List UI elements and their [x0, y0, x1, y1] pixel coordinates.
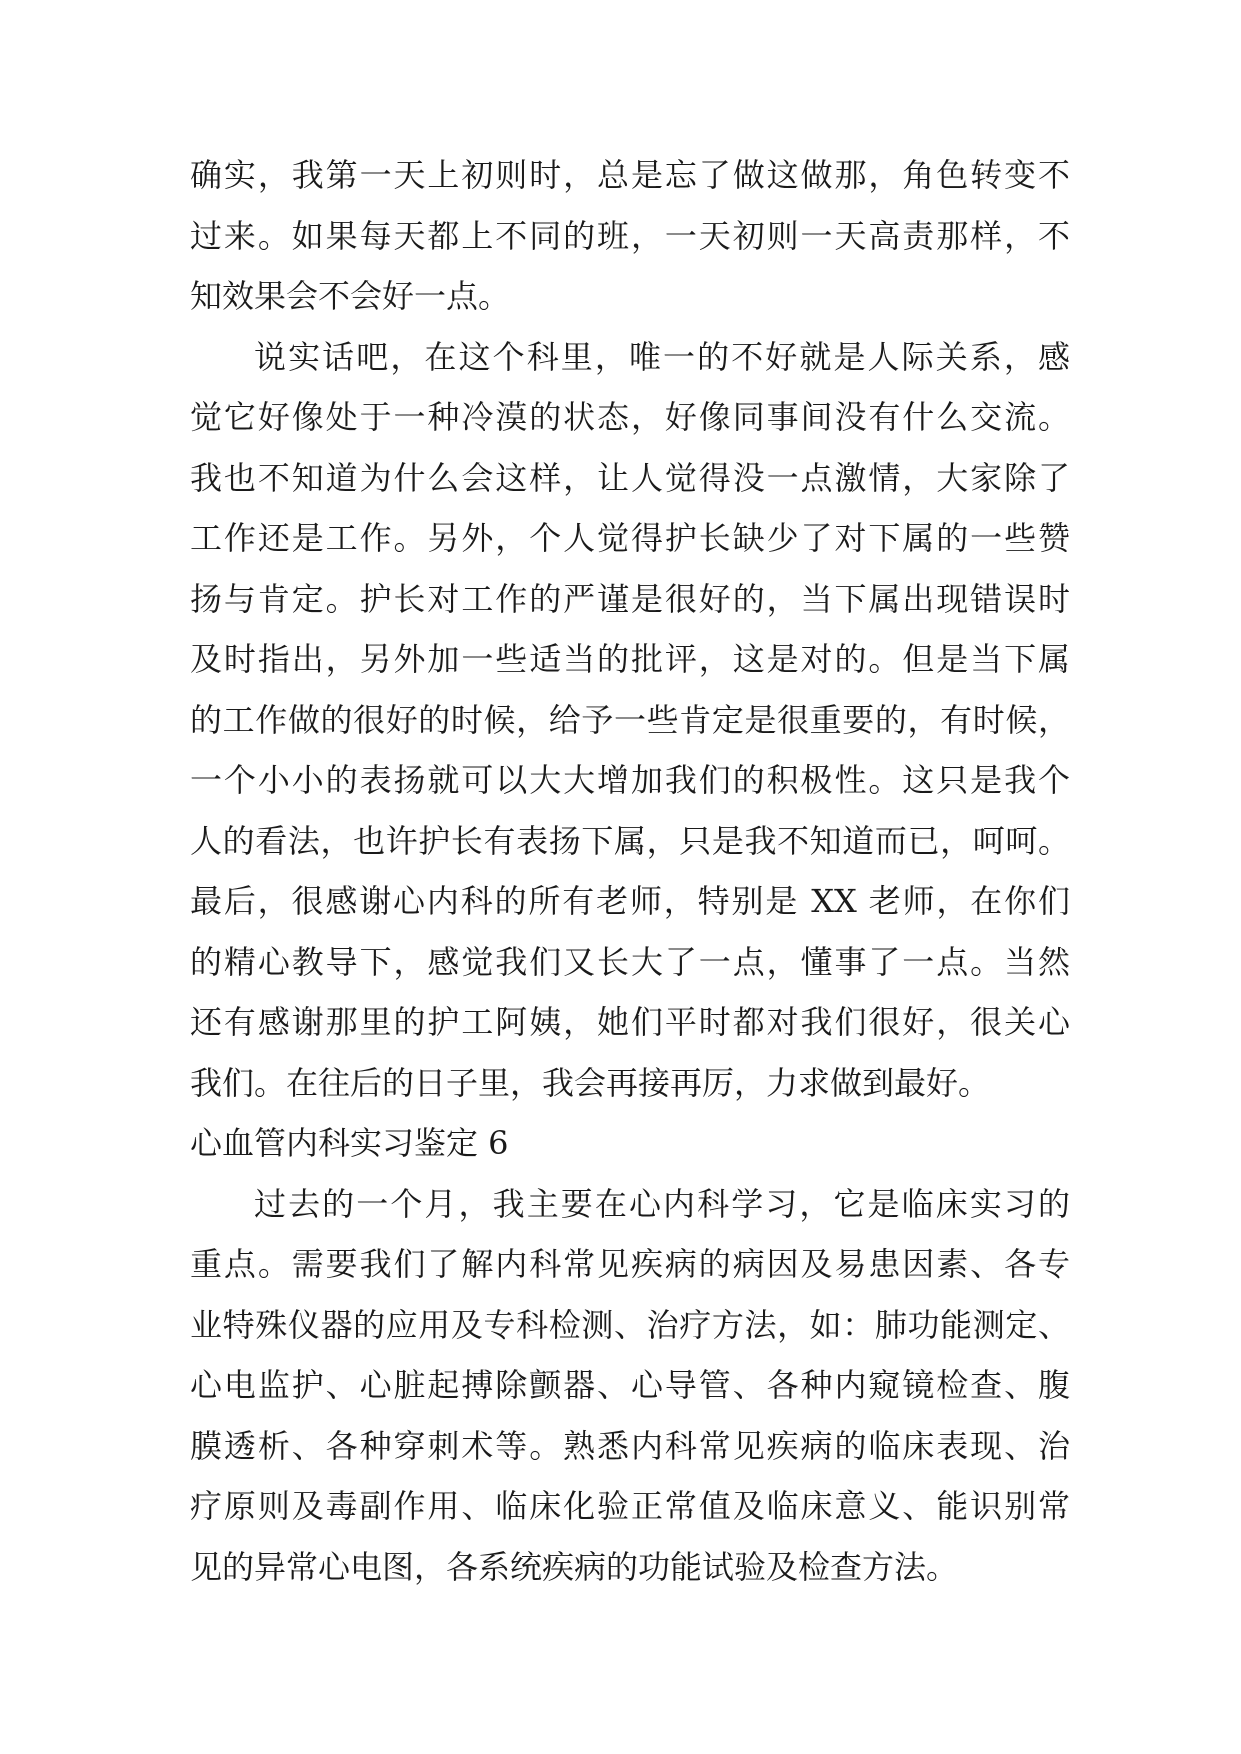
paragraph — [190, 145, 1070, 327]
text-line: 工作还是工作。另外，个人觉得护长缺少了对下属的一些赞 — [190, 519, 1070, 557]
text-line: 疗原则及毒副作用、临床化验正常值及临床意义、能识别常 — [190, 1487, 1070, 1525]
text-line: 重点。需要我们了解内科常见疾病的病因及易患因素、各专 — [190, 1245, 1070, 1283]
text-line: 一个小小的表扬就可以大大增加我们的积极性。这只是我个 — [190, 761, 1070, 799]
text-line: 确实，我第一天上初则时，总是忘了做这做那，角色转变不 — [190, 156, 1070, 194]
section-title: 心血管内科实习鉴定 6 — [190, 1124, 509, 1162]
text-line: 过去的一个月，我主要在心内科学习，它是临床实习的 — [254, 1184, 1070, 1223]
text-line: 知效果会不会好一点。 — [190, 277, 511, 315]
text-line: 我也不知道为什么会这样，让人觉得没一点激情，大家除了 — [190, 458, 1070, 497]
text-line: 人的看法，也许护长有表扬下属，只是我不知道而已，呵呵。 — [190, 821, 1070, 860]
text-line: 见的异常心电图，各系统疾病的功能试验及检查方法。 — [190, 1547, 959, 1586]
text-line: 扬与肯定。护长对工作的严谨是很好的，当下属出现错误时 — [190, 579, 1070, 618]
text-line: 最后，很感谢心内科的所有老师，特别是 XX 老师，在你们 — [190, 882, 1070, 920]
text-line: 的工作做的很好的时候，给予一些肯定是很重要的，有时候， — [190, 700, 1070, 739]
text-line: 我们。在往后的日子里，我会再接再厉，力求做到最好。 — [190, 1063, 991, 1102]
text-line: 的精心教导下，感觉我们又长大了一点，懂事了一点。当然 — [190, 942, 1070, 981]
text-line: 及时指出，另外加一些适当的批评，这是对的。但是当下属 — [190, 640, 1070, 678]
text-line: 觉它好像处于一种冷漠的状态，好像同事间没有什么交流。 — [190, 398, 1070, 436]
text-line: 还有感谢那里的护工阿姨，她们平时都对我们很好，很关心 — [190, 1003, 1070, 1041]
text-line: 说实话吧，在这个科里，唯一的不好就是人际关系，感 — [254, 337, 1070, 376]
paragraph — [190, 327, 1070, 1114]
text-line: 心电监护、心脏起搏除颤器、心导管、各种内窥镜检查、腹 — [190, 1366, 1070, 1404]
text-line: 过来。如果每天都上不同的班，一天初则一天高责那样，不 — [190, 216, 1070, 255]
paragraph — [190, 1174, 1070, 1598]
text-line: 业特殊仪器的应用及专科检测、治疗方法，如：肺功能测定、 — [190, 1305, 1070, 1344]
document-body — [190, 145, 1070, 1597]
text-line: 膜透析、各种穿刺术等。熟悉内科常见疾病的临床表现、治 — [190, 1426, 1070, 1465]
